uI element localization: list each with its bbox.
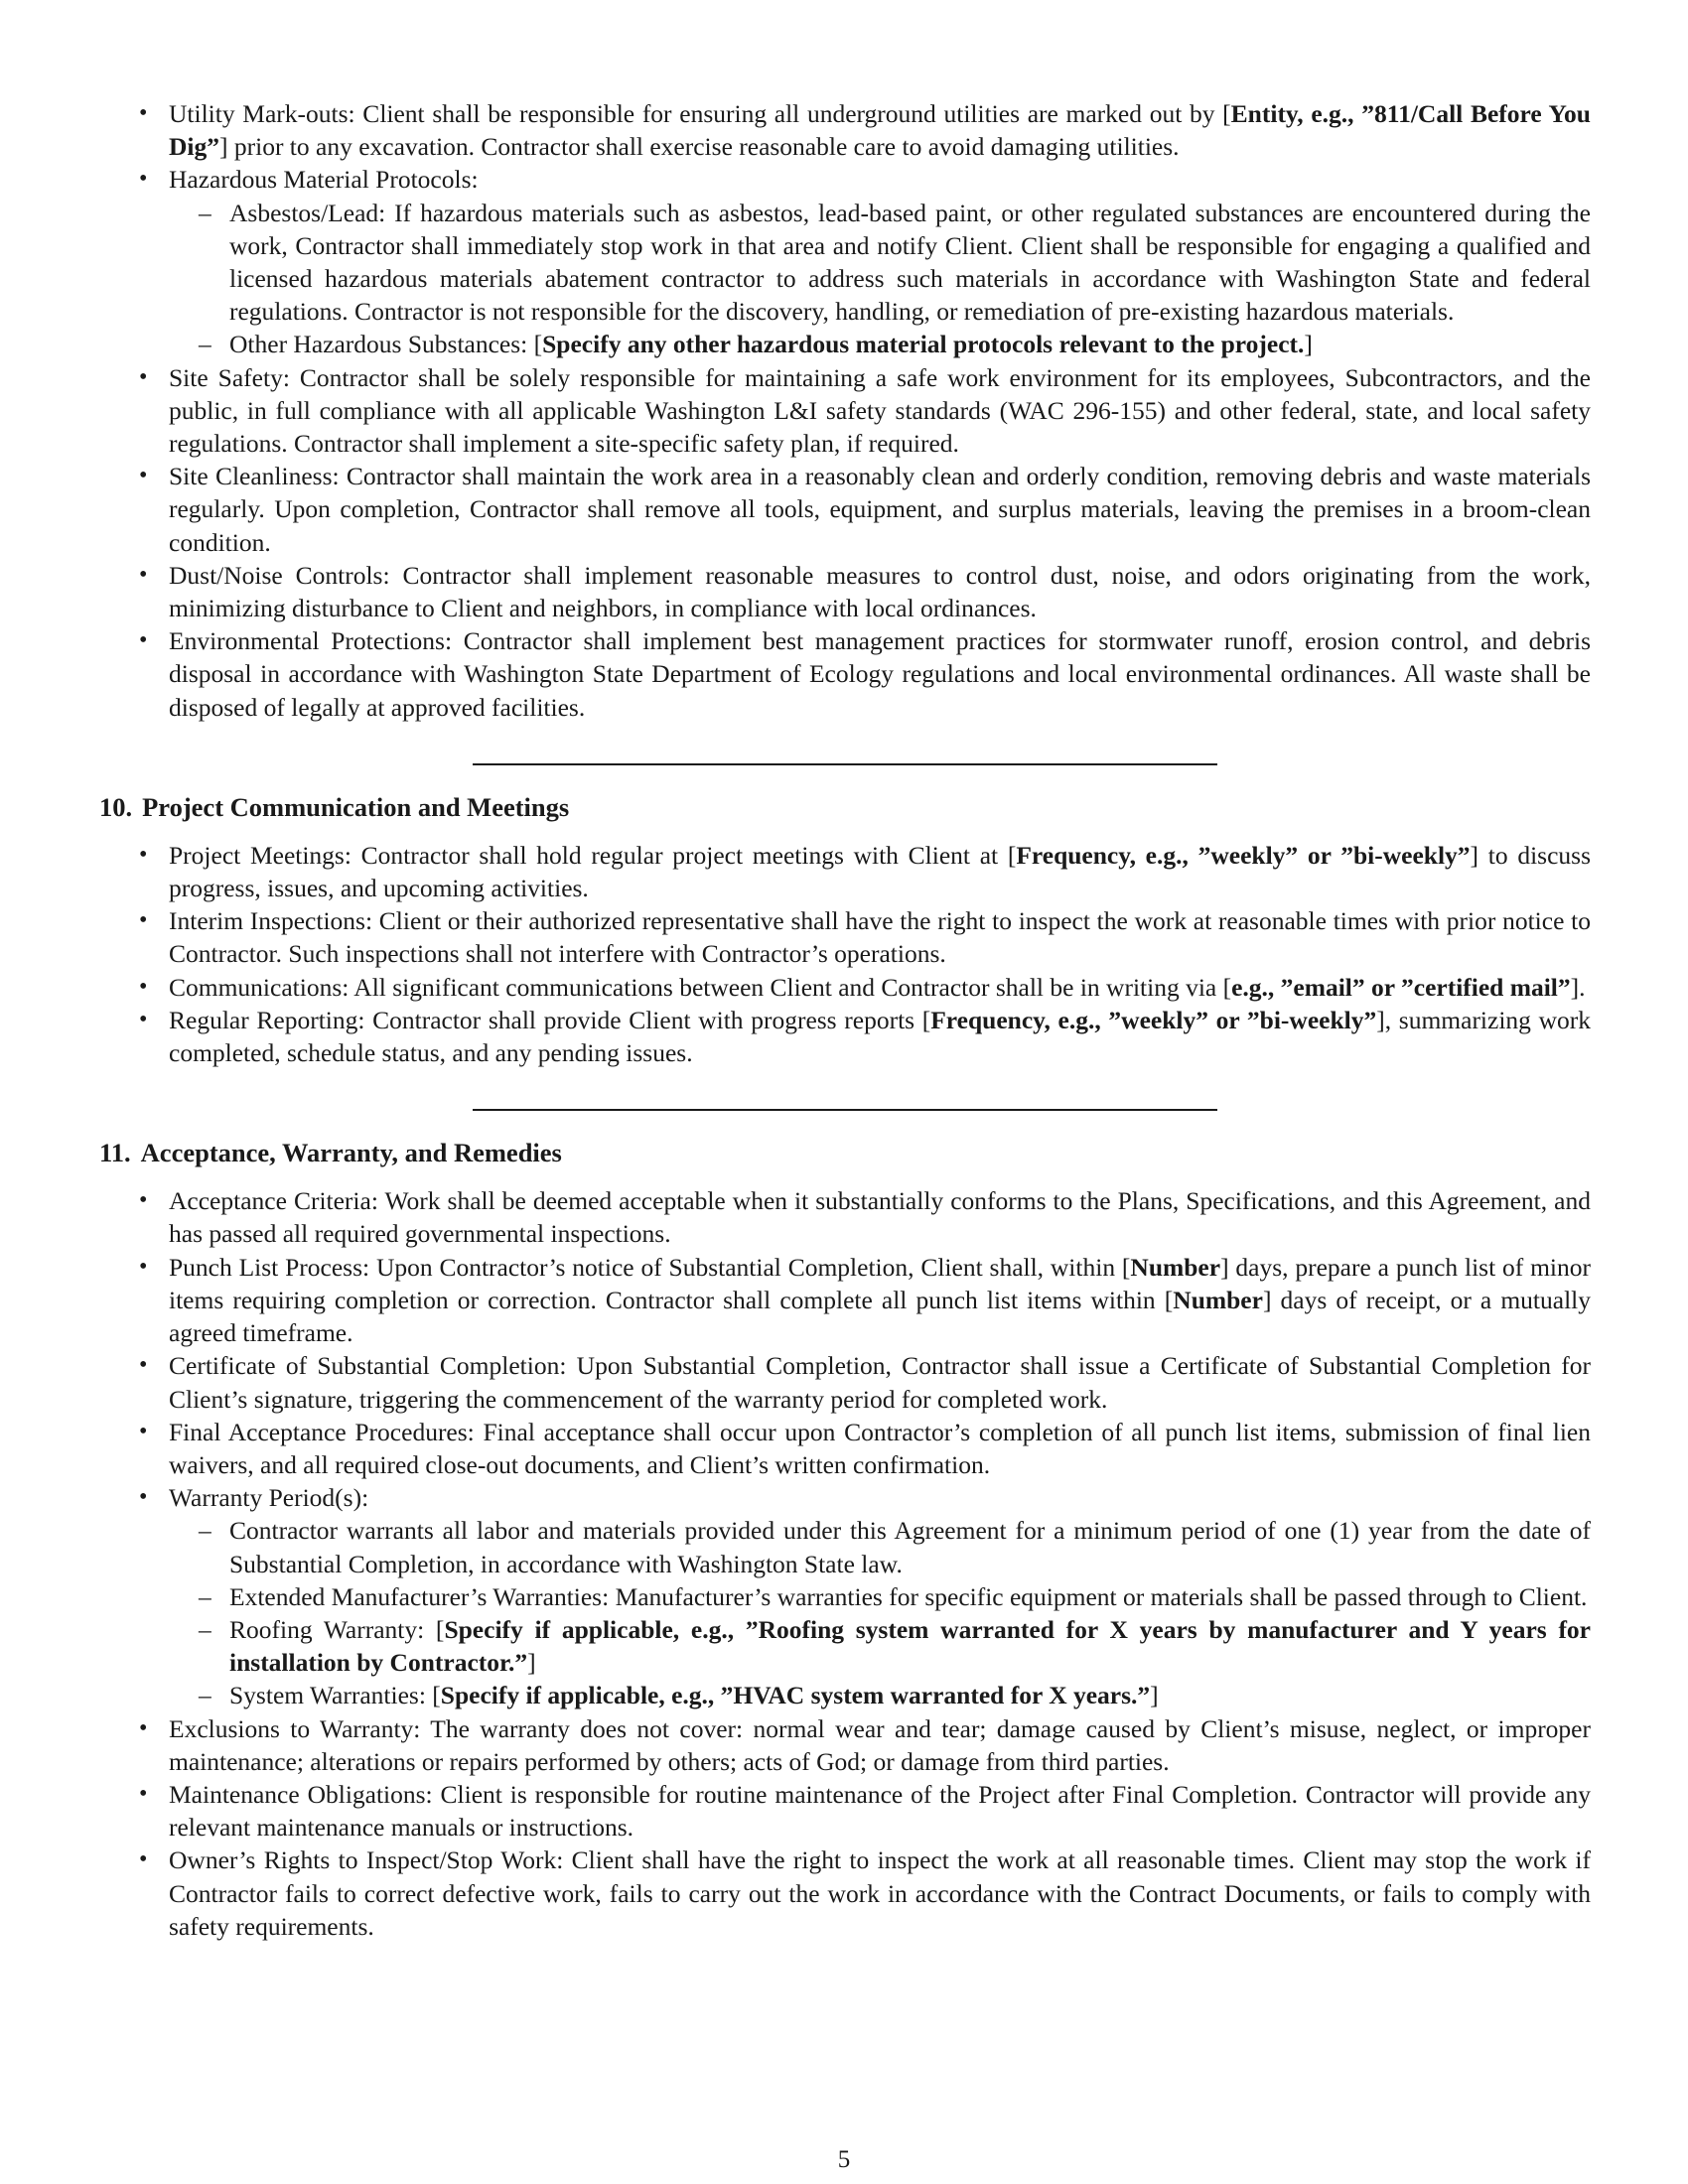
list-item-regular-reporting: • Regular Reporting: Contractor shall provide Client with progress reports [Frequency, e.g., ”weekly” or ”bi-weekly”], summarizing work completed, schedule status, and any pending issues.: [99, 1004, 1591, 1069]
subitem-manufacturer-warranty: – Extended Manufacturer’s Warranties: Manufacturer’s warranties for specific equipment or materials shall be passed through to Client.: [169, 1580, 1591, 1613]
warranty-sublist: [169, 1514, 1591, 1711]
list-item-warranty-periods: • Warranty Period(s): – Contractor warrants all labor and materials provided under this Agreement for a minimum period of one (1) year from the date of Substantial Completion, in accordance with Washington State law. – Extended Manufacturer’s Warranties: Manufacturer’s warranties for specific equipment or materials shall be passed through to Client. – Roofing Warranty: [Specify if applicable, e.g., ”Roofing system warranted for X years by manufacturer and Y years for installation by Contractor.”] – System Warranties: [Specify if applicable, e.g., ”HVAC system warranted for X years.”]: [99, 1481, 1591, 1711]
list-item-environmental: • Environmental Protections: Contractor shall implement best management practices for stormwater runoff, erosion control, and debris disposal in accordance with Washington State Department of Ecology regulations and local environmental ordinances. All waste shall be disposed of legally at approved facilities.: [99, 624, 1591, 724]
list-item-utility-markouts: • Utility Mark-outs: Client shall be responsible for ensuring all underground utilities are marked out by [Entity, e.g., ”811/Call Before You Dig”] prior to any excavation. Contractor shall exercise reasonable care to avoid damaging utilities.: [99, 97, 1591, 163]
hazmat-sublist: [169, 197, 1591, 361]
list-item-site-safety: • Site Safety: Contractor shall be solely responsible for maintaining a safe work environment for its employees, Subcontractors, and the public, in full compliance with all applicable Washington L&I safety standards (WAC 296-155) and other federal, state, and local safety regulations. Contractor shall implement a site-specific safety plan, if required.: [99, 361, 1591, 461]
section-9-list: [99, 97, 1591, 724]
subitem-asbestos-lead: – Asbestos/Lead: If hazardous materials such as asbestos, lead-based paint, or other regulated substances are encountered during the work, Contractor shall immediately stop work in that area and notify Client. Client shall be responsible for engaging a qualified and licensed hazardous materials abatement contractor to address such materials in accordance with Washington State and federal regulations. Contractor is not responsible for the discovery, handling, or remediation of pre-existing hazardous materials.: [169, 197, 1591, 329]
list-item-communications: • Communications: All significant communications between Client and Contractor shall be in writing via [e.g., ”email” or ”certified mail”].: [99, 971, 1591, 1004]
section-divider: [473, 763, 1217, 765]
section-11-heading: 11. Acceptance, Warranty, and Remedies: [99, 1138, 562, 1168]
placeholder-system-warranty: Specify if applicable, e.g., ”HVAC system warranted for X years.”: [440, 1681, 1151, 1710]
list-item-acceptance-criteria: • Acceptance Criteria: Work shall be deemed acceptable when it substantially conforms to the Plans, Specifications, and this Agreement, and has passed all required governmental inspections.: [99, 1184, 1591, 1250]
placeholder-meeting-frequency: Frequency, e.g., ”weekly” or ”bi-weekly”: [1016, 840, 1471, 870]
placeholder-hazmat-protocols: Specify any other hazardous material protocols relevant to the project.: [542, 330, 1305, 359]
list-item-final-acceptance: • Final Acceptance Procedures: Final acceptance shall occur upon Contractor’s completion of all punch list items, submission of final lien waivers, and all required close-out documents, and Client’s written confirmation.: [99, 1416, 1591, 1481]
subitem-roofing-warranty: – Roofing Warranty: [Specify if applicable, e.g., ”Roofing system warranted for X years by manufacturer and Y years for installation by Contractor.”]: [169, 1613, 1591, 1679]
list-item-warranty-exclusions: • Exclusions to Warranty: The warranty does not cover: normal wear and tear; damage caused by Client’s misuse, neglect, or improper maintenance; alterations or repairs performed by others; acts of God; or damage from third parties.: [99, 1712, 1591, 1778]
list-item-dust-noise: • Dust/Noise Controls: Contractor shall implement reasonable measures to control dust, noise, and odors originating from the work, minimizing disturbance to Client and neighbors, in compliance with local ordinances.: [99, 559, 1591, 624]
subitem-general-warranty: – Contractor warrants all labor and materials provided under this Agreement for a minimum period of one (1) year from the date of Substantial Completion, in accordance with Washington State law.: [169, 1514, 1591, 1579]
list-item-owner-rights: • Owner’s Rights to Inspect/Stop Work: Client shall have the right to inspect the work at all reasonable times. Client may stop the work if Contractor fails to correct defective work, fails to carry out the work in accordance with the Contract Documents, or fails to comply with safety requirements.: [99, 1843, 1591, 1943]
section-10-heading: 10. Project Communication and Meetings: [99, 791, 570, 822]
page-number: 5: [837, 2146, 851, 2173]
placeholder-roofing-warranty: Specify if applicable, e.g., ”Roofing system warranted for X years by manufacturer and Y years for installation by Contractor.”: [229, 1614, 1591, 1678]
list-item-site-cleanliness: • Site Cleanliness: Contractor shall maintain the work area in a reasonably clean and orderly condition, removing debris and waste materials regularly. Upon completion, Contractor shall remove all tools, equipment, and surplus materials, leaving the premises in a broom-clean condition.: [99, 460, 1591, 559]
subitem-other-hazardous: – Other Hazardous Substances: [Specify any other hazardous material protocols relevant to the project.]: [169, 328, 1591, 360]
list-item-maintenance-obligations: • Maintenance Obligations: Client is responsible for routine maintenance of the Project after Final Completion. Contractor will provide any relevant maintenance manuals or instructions.: [99, 1778, 1591, 1843]
list-item-interim-inspections: • Interim Inspections: Client or their authorized representative shall have the right to inspect the work at reasonable times with prior notice to Contractor. Such inspections shall not interfere with Contractor’s operations.: [99, 904, 1591, 970]
list-item-punch-list: • Punch List Process: Upon Contractor’s notice of Substantial Completion, Client shall, within [Number] days, prepare a punch list of minor items requiring completion or correction. Contractor shall complete all punch list items within [Number] days of receipt, or a mutually agreed timeframe.: [99, 1251, 1591, 1350]
list-item-certificate-substantial-completion: • Certificate of Substantial Completion: Upon Substantial Completion, Contractor shall issue a Certificate of Substantial Completion for Client’s signature, triggering the commencement of the warranty period for completed work.: [99, 1349, 1591, 1415]
placeholder-report-frequency: Frequency, e.g., ”weekly” or ”bi-weekly”: [930, 1005, 1377, 1034]
document-page: [99, 97, 1591, 1943]
list-item-hazardous-material: • Hazardous Material Protocols: – Asbestos/Lead: If hazardous materials such as asbestos, lead-based paint, or other regulated substances are encountered during the work, Contractor shall immediately stop work in that area and notify Client. Client shall be responsible for engaging a qualified and licensed hazardous materials abatement contractor to address such materials in accordance with Washington State and federal regulations. Contractor is not responsible for the discovery, handling, or remediation of pre-existing hazardous materials. – Other Hazardous Substances: [Specify any other hazardous material protocols relevant to the project.]: [99, 163, 1591, 360]
placeholder-number: Number: [1173, 1285, 1263, 1314]
section-11-list: [99, 1184, 1591, 1943]
placeholder-number: Number: [1130, 1252, 1221, 1282]
list-item-project-meetings: • Project Meetings: Contractor shall hold regular project meetings with Client at [Frequency, e.g., ”weekly” or ”bi-weekly”] to discuss progress, issues, and upcoming activities.: [99, 839, 1591, 904]
placeholder-entity: Entity, e.g., ”811/Call Before You Dig”: [169, 99, 1591, 162]
section-10-list: [99, 839, 1591, 1069]
subitem-system-warranties: – System Warranties: [Specify if applicable, e.g., ”HVAC system warranted for X years.”]: [169, 1679, 1591, 1711]
placeholder-communication-method: e.g., ”email” or ”certified mail”: [1231, 972, 1571, 1002]
section-divider: [473, 1109, 1217, 1111]
